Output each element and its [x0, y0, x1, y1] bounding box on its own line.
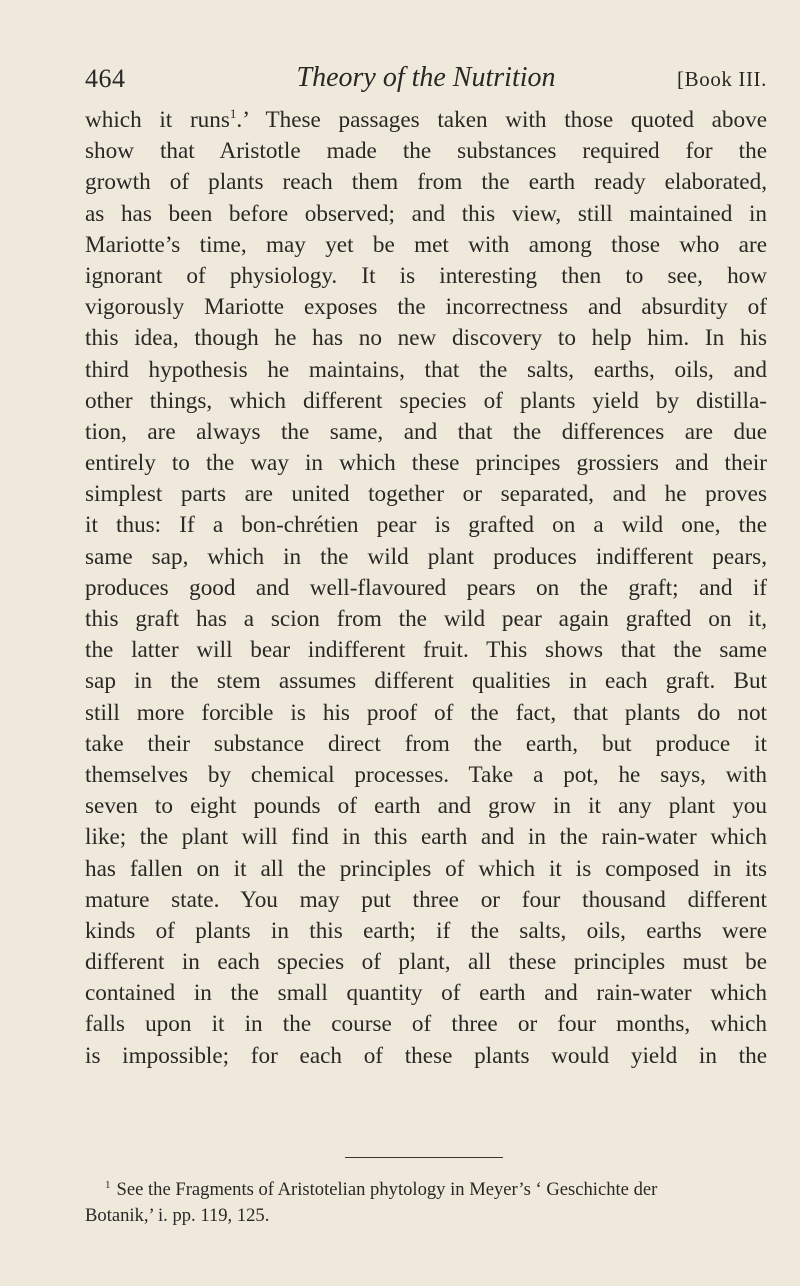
- text-line-1: [85, 105, 767, 136]
- text-line: Mariotte’s time, may yet be met with among those who are: [85, 231, 767, 258]
- text-line: growth of plants reach them from the earth ready elaborated,: [85, 169, 767, 196]
- text-line: has fallen on it all the principles of which it is composed in its: [85, 855, 767, 882]
- text-line: this graft has a scion from the wild pear again grafted on it,: [85, 606, 767, 632]
- footnote-divider: [345, 1157, 503, 1158]
- text-line: third hypothesis he maintains, that the salts, earths, oils, and: [85, 356, 767, 383]
- text-line: same sap, which in the wild plant produces indifferent pears,: [85, 543, 767, 570]
- text-line: produces good and well-flavoured pears on the graft; and if: [85, 574, 767, 601]
- main-text: [85, 105, 767, 1072]
- running-head: [85, 62, 767, 102]
- footnote-reference: 1: [229, 106, 237, 121]
- text-line: show that Aristotle made the substances required for the: [85, 138, 767, 165]
- text-line: as has been before observed; and this view, still maintained in: [85, 200, 767, 227]
- text-line: falls upon it in the course of three or four months, which: [85, 1011, 767, 1038]
- footnote-mark: 1: [105, 1179, 111, 1191]
- text-line: vigorously Mariotte exposes the incorrectness and absurdity of: [85, 294, 767, 321]
- text-line: take their substance direct from the earth, but produce it: [85, 730, 767, 757]
- text-line: contained in the small quantity of earth and rain-water which: [85, 980, 767, 1007]
- text-line: other things, which different species of plants yield by distilla-: [85, 387, 767, 414]
- text-line: simplest parts are united together or separated, and he proves: [85, 481, 767, 508]
- text-line: still more forcible is his proof of the fact, that plants do not: [85, 699, 767, 726]
- text-line: seven to eight pounds of earth and grow in it any plant you: [85, 793, 767, 820]
- text-segment: which it runs: [85, 107, 230, 133]
- footnote-line: [85, 1177, 767, 1203]
- text-line: it thus: If a bon-chrétien pear is grafted on a wild one, the: [85, 512, 767, 539]
- text-segment: .’ These passages taken with those quoted above: [236, 107, 768, 133]
- page-number: 464: [85, 64, 126, 93]
- text-line: kinds of plants in this earth; if the salts, oils, earths were: [85, 917, 767, 944]
- text-line: the latter will bear indifferent fruit. This shows that the same: [85, 637, 767, 664]
- footnote-line: Botanik,’ i. pp. 119, 125.: [85, 1205, 270, 1226]
- text-line: tion, are always the same, and that the differences are due: [85, 418, 767, 445]
- text-line: themselves by chemical processes. Take a pot, he says, with: [85, 761, 767, 788]
- text-line: entirely to the way in which these principes grossiers and their: [85, 450, 767, 477]
- book-reference: [Book III.: [677, 67, 767, 91]
- footnote-text: See the Fragments of Aristotelian phytology in Meyer’s ‘ Geschichte der: [116, 1179, 658, 1200]
- running-title: Theory of the Nutrition: [296, 62, 556, 93]
- text-line: different in each species of plant, all these principles must be: [85, 949, 767, 976]
- text-line: ignorant of physiology. It is interesting then to see, how: [85, 262, 767, 289]
- text-line: is impossible; for each of these plants would yield in the: [85, 1042, 767, 1069]
- footnotes: [85, 1177, 767, 1229]
- text-line: this idea, though he has no new discovery to help him. In his: [85, 325, 767, 352]
- text-line: sap in the stem assumes different qualities in each graft. But: [85, 668, 767, 695]
- text-line: like; the plant will find in this earth and in the rain-water which: [85, 824, 767, 851]
- text-line: mature state. You may put three or four thousand different: [85, 886, 767, 913]
